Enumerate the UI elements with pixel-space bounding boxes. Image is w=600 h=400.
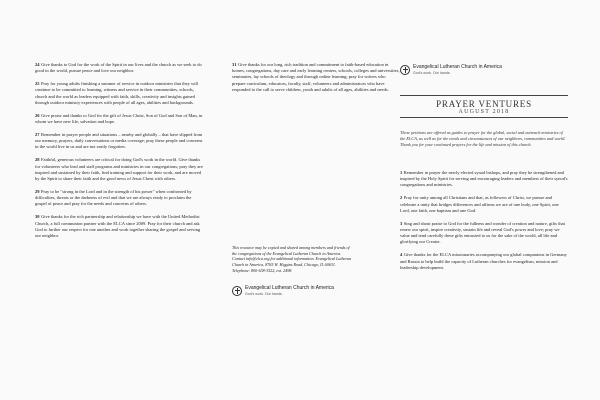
petition-number: 29 [35, 189, 40, 195]
petition-30 [35, 214, 203, 239]
petition-number: 2 [400, 195, 403, 201]
petition-4 [400, 252, 568, 271]
petition-number: 27 [35, 132, 40, 138]
petition-text: Give praise and thanks to God for the gift of Jesus Christ, Son of God and Son of Man, in whom we have new life, salvation and hope. [35, 112, 203, 125]
petition-29 [35, 189, 203, 208]
petition-text: Give thanks for our long, rich tradition and commitment to faith-based education in homes, congregations, day care and early learning centers, schools, colleges and universities, seminaries, lay schools of theology and through online learning; pray for writers who prepare curriculum, educators, faculty, staff, volunteers and administrators who have responded to the call to serve children, youth and adults of all ages, abilities and needs. [232, 62, 400, 92]
petition-number: 30 [35, 214, 40, 220]
petition-number: 24 [35, 62, 40, 67]
logo-tagline: God's work. Our hands. [245, 292, 283, 296]
resource-note: This resource may be copied and shared among members and friends of the congregations of the Evangelical Lutheran Church in America. Contact info@elca.org for additional information. Evangelical Lutheran Church in America, 8765 W. Higgins Road, Chicago, IL 60631. Telephone: 800-638-3522, ext. 2498. [232, 245, 352, 273]
page-title: PRAYER VENTURES [436, 99, 532, 109]
title-block [400, 95, 568, 118]
cross-seal-icon [400, 65, 410, 75]
petition-number: 3 [400, 220, 403, 226]
logo-name: Evangelical Lutheran Church in America [245, 285, 334, 291]
petition-1 [400, 170, 568, 189]
logo-name: Evangelical Lutheran Church in America [413, 64, 502, 70]
petition-2 [400, 195, 568, 214]
column-2 [232, 62, 400, 100]
petition-number: 31 [232, 62, 237, 67]
petition-25 [35, 81, 203, 106]
petition-text: Give thanks for the ELCA missionaries accompanying our global companions in Germany and Russia to help build the capacity of Lutheran churches for evangelism, mission and leadership development. [400, 252, 567, 270]
petition-text: Remember in prayer the newly elected synod bishops, and pray they be strengthened and inspired by the Holy Spirit for serving and encouraging leaders and members of their synod's congregations and ministries. [400, 170, 568, 188]
logo-tagline: God's work. Our hands. [413, 71, 451, 75]
title-rule-bottom [400, 117, 568, 118]
title-rule-top [400, 95, 568, 96]
elca-logo-top [400, 64, 502, 75]
petition-3 [400, 221, 568, 246]
page-subtitle: AUGUST 2018 [458, 109, 510, 115]
petition-26 [35, 113, 203, 125]
column-3 [400, 170, 568, 278]
petition-27 [35, 132, 203, 151]
petition-number: 25 [35, 81, 40, 87]
petition-text: Faithful, generous volunteers are critical for doing God's work in the world. Give thanks for volunteers who lead and staff programs and ministries in our congregations; pray they are inspired and sustained by their faith, find training and support for their work, and are moved by the Spirit to share their faith and the good news of Jesus Christ with others. [35, 157, 203, 182]
intro-text: These petitions are offered as guides to prayer for the global, social and outreach ministries of the ELCA, as well as for the needs and circumstances of our neighbors, communities and world. Thank you for your continued prayers for the life and mission of this church. [400, 130, 566, 147]
cross-seal-icon [232, 286, 242, 296]
petition-number: 28 [35, 157, 40, 163]
petition-number: 26 [35, 112, 40, 118]
petition-number: 1 [400, 170, 403, 175]
petition-28 [35, 157, 203, 182]
petition-text: Give thanks for the rich partnership and relationship we have with the United Methodist Church, a full communion partner with the ELCA since 2009. Pray for their church and ask God to further our respect for one another and work together sharing the gospel and serving our neighbor. [35, 214, 201, 239]
petition-text: Remember in prayer people and situations – nearby and globally – that have slipped from our memory, prayers, daily conversations or media coverage; pray these people and concerns in the world live in us and are not easily forgotten. [35, 132, 203, 150]
petition-text: Pray for young adults finishing a summer of service in outdoor ministries that they will continue to be committed to learning, witness and service in their communities, schools, church and the world as leaders equipped with faith, skills, creativity and insights gained through outdoor ministry experiences with people of all ages, abilities and backgrounds. [35, 81, 198, 105]
column-1 [35, 62, 203, 246]
petition-24 [35, 62, 203, 74]
petition-text: Pray for unity among all Christians and that, as followers of Christ, we pursue and celebrate a unity that bridges differences and affirms we are of one body, one Spirit, one Lord, one faith, one baptism and one God. [400, 195, 559, 213]
elca-logo-bottom [232, 285, 334, 296]
petition-text: Pray to be "strong in the Lord and in the strength of his power" when confronted by difficulties, threats or the darkness of evil and that we are always ready to proclaim the gospel of peace and pray for the needs and concerns of others. [35, 189, 192, 207]
petition-31 [232, 62, 400, 93]
petition-text: Sing and shout praise to God for the fullness and wonder of creation and nature, gifts that renew our spirit, inspire creativity, sustain life and reveal God's power and love; pray we value and tend carefully these gifts entrusted to us for the sake of the world, all life and glorifying our Creator. [400, 220, 565, 245]
petition-text: Give thanks to God for the work of the Spirit in our lives and the church as we seek to do good in the world, pursue peace and love our neighbor. [35, 62, 202, 74]
petition-number: 4 [400, 252, 403, 258]
